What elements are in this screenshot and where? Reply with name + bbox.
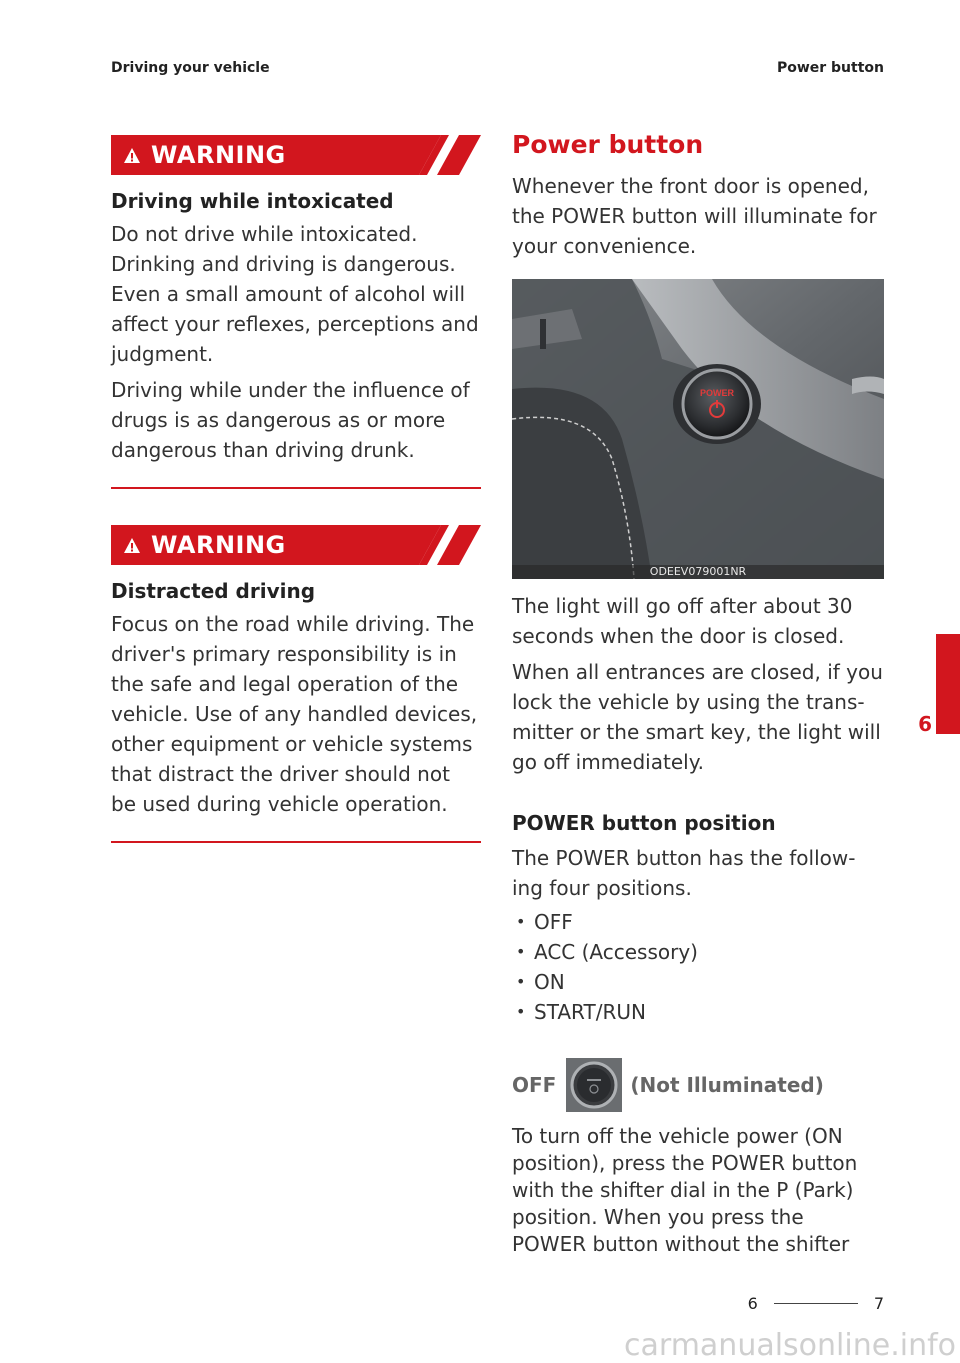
footer-divider xyxy=(774,1303,858,1304)
banner-stripes-decoration xyxy=(419,135,481,175)
power-button-photo xyxy=(512,279,884,579)
warning-triangle-icon xyxy=(121,144,143,166)
body-paragraph: The POWER button has the follow-ing four positions. xyxy=(512,846,856,900)
warning-label: WARNING xyxy=(151,531,286,559)
section-title: Power button xyxy=(512,130,704,159)
list-item: • ACC (Accessory) xyxy=(512,937,884,967)
watermark: carmanualsonline.info xyxy=(624,1328,956,1363)
warning-banner xyxy=(111,525,481,565)
intro-paragraph: Whenever the front door is opened, the POWER button will illuminate for your convenience. xyxy=(512,174,877,258)
banner-stripes-decoration xyxy=(419,525,481,565)
left-column xyxy=(111,135,481,843)
off-label: OFF xyxy=(512,1073,557,1097)
body-paragraph: To turn off the vehicle power (ON position), press the POWER button with the shifter dial in the P (Park) position. When you press the POWER button without the shifter xyxy=(512,1124,858,1256)
running-header-section: Power button xyxy=(776,60,884,76)
warning-paragraph: Driving while under the influence of drugs is as dangerous as or more dangerous than driving drunk. xyxy=(111,378,470,462)
list-item: • START/RUN xyxy=(512,997,884,1027)
right-column xyxy=(512,130,884,1258)
power-button-off-icon xyxy=(566,1058,622,1112)
svg-text:POWER: POWER xyxy=(699,388,735,398)
warning-divider xyxy=(111,841,481,843)
positions-list xyxy=(512,907,884,1027)
subsection-heading: POWER button position xyxy=(512,811,776,835)
list-item: • OFF xyxy=(512,907,884,937)
chapter-tab-number: 6 xyxy=(918,712,932,736)
page-footer xyxy=(748,1294,884,1313)
list-item: • ON xyxy=(512,967,884,997)
warning-box-distracted xyxy=(111,525,481,843)
running-header-chapter: Driving your vehicle xyxy=(111,60,270,76)
warning-title: Distracted driving xyxy=(111,579,316,603)
chapter-tab xyxy=(936,634,960,734)
warning-paragraph: Focus on the road while driving. The driver's primary responsibility is in the safe and legal operation of the vehicle. Use of any handled devices, other equipment or vehicle systems that distract the driver should not be used during vehicle operation. xyxy=(111,612,478,816)
warning-paragraph: Do not drive while intoxicated. Drinking and driving is dangerous. Even a small amount of alcohol will affect your reflexes, perceptions and judgment. xyxy=(111,222,479,366)
figure-code: ODEEV079001NR xyxy=(512,565,884,579)
footer-chapter: 6 xyxy=(747,1294,758,1313)
warning-label: WARNING xyxy=(151,141,286,169)
footer-page-number: 7 xyxy=(873,1294,884,1313)
warning-title: Driving while intoxicated xyxy=(111,189,394,213)
warning-box-intoxicated xyxy=(111,135,481,489)
off-position-heading xyxy=(512,1057,884,1113)
off-note: (Not Illuminated) xyxy=(630,1073,824,1097)
body-paragraph: The light will go off after about 30 seconds when the door is closed. xyxy=(512,594,853,648)
body-paragraph: When all entrances are closed, if you lock the vehicle by using the trans-mitter or the smart key, the light will go off immediately. xyxy=(512,660,883,774)
warning-banner xyxy=(111,135,481,175)
warning-triangle-icon xyxy=(121,534,143,556)
